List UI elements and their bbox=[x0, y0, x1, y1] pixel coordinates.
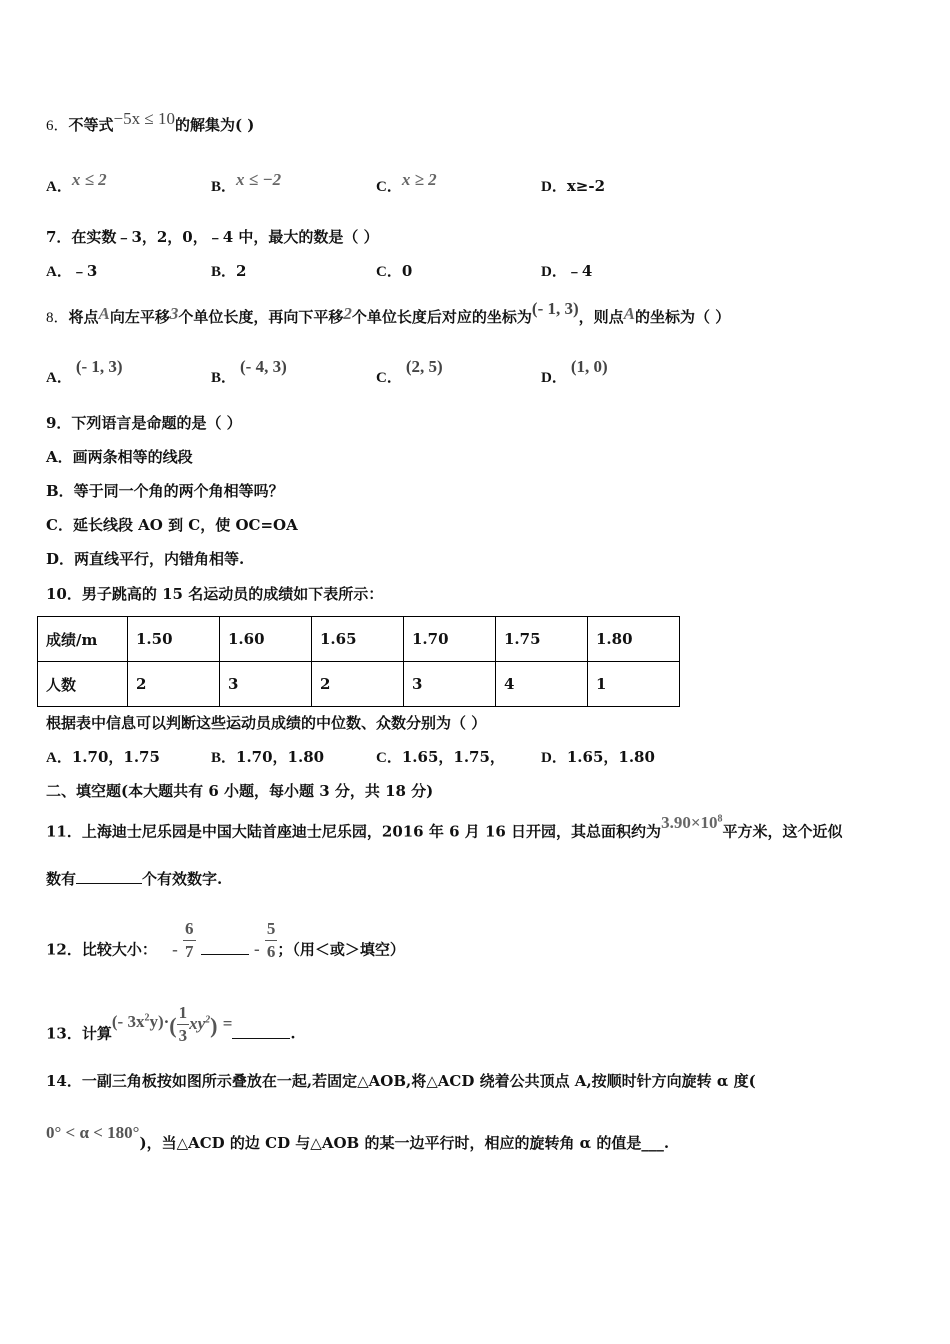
table-cell: 成绩/m bbox=[38, 617, 128, 662]
q13-answer-blank[interactable] bbox=[232, 1023, 290, 1039]
q13-expr: (- $3x^2y$) bbox=[111, 1011, 164, 1031]
q6-text: 不等式 bbox=[68, 116, 114, 134]
q11-math: $3.90\times 10^8$ bbox=[661, 812, 723, 832]
table-cell: 1 bbox=[588, 662, 680, 707]
q6-option-d[interactable]: D．x≥-2 bbox=[541, 177, 606, 195]
q9-option-d[interactable]: D．两直线平行，内错角相等. bbox=[46, 550, 245, 568]
q7-option-c[interactable]: C．0 bbox=[376, 262, 413, 280]
q10-stem: 10．男子跳高的 15 名运动员的成绩如下表所示： bbox=[46, 585, 384, 603]
table-cell: 1.75 bbox=[496, 617, 588, 662]
q11-line1: 11．上海迪士尼乐园是中国大陆首座迪士尼乐园，2016 年 6 月 16 日开园，其总面积约为$3.90\times 10^8$平方米，这个近似 bbox=[46, 812, 843, 841]
q8-coord: (- 1, 3) bbox=[531, 299, 579, 318]
q14-line1: 14．一副三角板按如图所示叠放在一起,若固定△AOB,将△ACD 绕着公共顶点 A,按顺时针方向旋转 α 度( bbox=[46, 1072, 756, 1090]
q7-option-b[interactable]: B．2 bbox=[211, 262, 247, 280]
q8-option-a[interactable]: A．(- 1, 3) bbox=[46, 357, 123, 386]
q10-option-c[interactable]: C．1.65，1.75， bbox=[376, 748, 505, 766]
q10-option-a[interactable]: A．1.70，1.75 bbox=[46, 748, 160, 766]
table-cell: 1.65 bbox=[312, 617, 404, 662]
q14-range: 0° < α < 180° bbox=[46, 1123, 140, 1142]
table-cell: 1.60 bbox=[220, 617, 312, 662]
section-heading: 二、填空题(本大题共有 6 小题，每小题 3 分，共 18 分) bbox=[46, 782, 434, 800]
table-cell: 2 bbox=[312, 662, 404, 707]
q11-answer-blank[interactable] bbox=[76, 868, 142, 884]
q11-line2: 数有 个有效数字. bbox=[46, 870, 223, 888]
q6-option-c[interactable]: C．x ≥ 2 bbox=[376, 170, 437, 195]
table-cell: 4 bbox=[496, 662, 588, 707]
q12-line: 12．比较大小： - $\frac{6}{7}$ - $\frac{5}{6}$ ；（用＜或＞填空） bbox=[46, 919, 405, 961]
table-cell: 人数 bbox=[38, 662, 128, 707]
table-row bbox=[38, 662, 680, 707]
table-cell: 2 bbox=[128, 662, 220, 707]
q8-stem: 8．将点A向左平移3个单位长度，再向下平移2个单位长度后对应的坐标为(- 1, 3)，则点A的坐标为（ ） bbox=[46, 299, 731, 326]
q8-option-b[interactable]: B．(- 4, 3) bbox=[211, 357, 287, 386]
q6-math: −5x ≤ 10 bbox=[113, 109, 175, 128]
q6-stem: 6．不等式−5x ≤ 10的解集为( ) bbox=[46, 109, 255, 134]
table-cell: 1.70 bbox=[404, 617, 496, 662]
q13-line: 13．计算(- $3x^2y)\cdot$( $\frac{1}{3}$ $xy^2$) =. bbox=[46, 1003, 296, 1045]
q9-option-a[interactable]: A．画两条相等的线段 bbox=[46, 448, 193, 466]
q9-stem: 9．下列语言是命题的是（ ） bbox=[46, 414, 242, 432]
q10-option-b[interactable]: B．1.70，1.80 bbox=[211, 748, 325, 766]
table-cell: 3 bbox=[220, 662, 312, 707]
q12-fraction-1: $\frac{6}{7}$ bbox=[185, 919, 194, 961]
q13-fraction: $\frac{1}{3}$ bbox=[178, 1003, 188, 1045]
q10-option-d[interactable]: D．1.65，1.80 bbox=[541, 748, 655, 766]
q8-option-c[interactable]: C．(2, 5) bbox=[376, 357, 443, 386]
q6-option-b[interactable]: B．x ≤ −2 bbox=[211, 170, 282, 195]
table-cell: 3 bbox=[404, 662, 496, 707]
q7-option-d[interactable]: D．﹣4 bbox=[541, 262, 593, 280]
q14-line2: 0° < α < 180°)，当△ACD 的边 CD 与△AOB 的某一边平行时，相应的旋转角 α 的值是___. bbox=[46, 1123, 670, 1152]
table-cell: 1.80 bbox=[588, 617, 680, 662]
score-table bbox=[37, 616, 680, 707]
q8-option-d[interactable]: D．(1, 0) bbox=[541, 357, 608, 386]
table-row bbox=[38, 617, 680, 662]
q7-option-a[interactable]: A．﹣3 bbox=[46, 262, 98, 280]
q10-question: 根据表中信息可以判断这些运动员成绩的中位数、众数分别为（ ） bbox=[46, 714, 487, 732]
q7-stem: 7．在实数﹣3，2，0，﹣4 中，最大的数是（ ） bbox=[46, 228, 379, 246]
q9-option-b[interactable]: B．等于同一个角的两个角相等吗？ bbox=[46, 482, 284, 500]
q12-fraction-2: $\frac{5}{6}$ bbox=[266, 919, 276, 961]
q12-answer-blank[interactable] bbox=[201, 939, 249, 955]
q9-option-c[interactable]: C．延长线段 AO 到 C，使 OC=OA bbox=[46, 516, 298, 534]
q6-option-a[interactable]: A．x ≤ 2 bbox=[46, 170, 107, 195]
table-cell: 1.50 bbox=[128, 617, 220, 662]
